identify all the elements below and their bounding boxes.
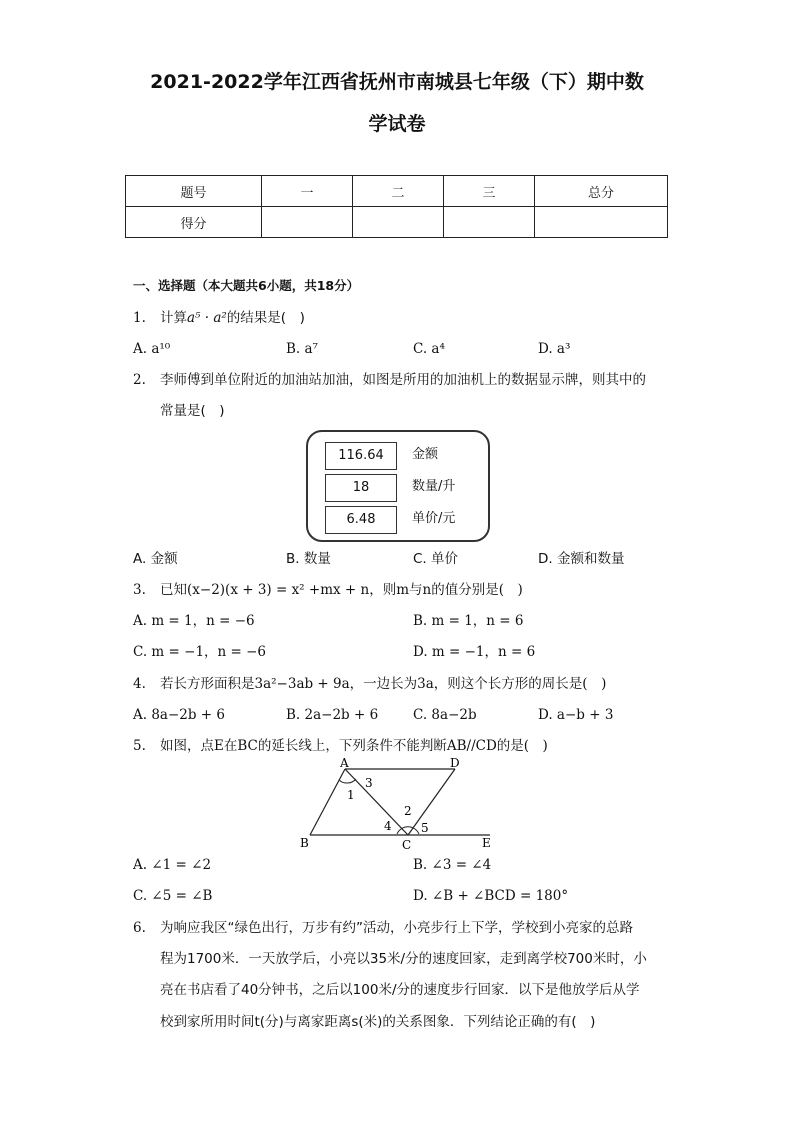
question-text: 若长方形面积是3a²−3ab + 9a，一边长为3a，则这个长方形的周长是( ) [160, 676, 607, 692]
question-text: 李师傅到单位附近的加油站加油，如图是所用的加油机上的数据显示牌，则其中的 [160, 372, 646, 388]
math-expression: a⁵ · a² [187, 310, 227, 326]
option-a: A. 8a−2b + 6 [133, 707, 225, 723]
score-table [125, 175, 668, 238]
option-c: C. a⁴ [413, 341, 445, 357]
question-number: 2. [133, 372, 146, 388]
point-e-label: E [482, 836, 491, 850]
angle-4-label: 4 [384, 819, 392, 833]
score-row-label: 得分 [126, 207, 262, 238]
fuel-pump-display [306, 430, 490, 542]
quantity-label: 数量/升 [412, 479, 456, 494]
option-a: A. ∠1 = ∠2 [133, 857, 212, 873]
option-a: A. a¹⁰ [133, 341, 171, 357]
question-number: 6. [133, 920, 146, 936]
amount-label: 金额 [412, 447, 439, 462]
score-header-cell: 题号 [126, 176, 262, 207]
score-header-cell: 三 [444, 176, 535, 207]
option-b: B. ∠3 = ∠4 [413, 857, 492, 873]
option-a: A. m = 1，n = −6 [133, 613, 255, 629]
parallelogram-figure [290, 755, 510, 853]
option-b: B. 数量 [286, 551, 331, 567]
segment-ab [310, 769, 345, 835]
quantity-value: 18 [325, 474, 397, 502]
question-number: 3. [133, 582, 146, 598]
unit-price-label: 单价/元 [412, 511, 456, 526]
question-text: 校到家所用时间t(分)与离家距离s(米)的关系图象．下列结论正确的有( ) [160, 1014, 596, 1030]
score-header-cell: 二 [353, 176, 444, 207]
score-header-cell: 一 [262, 176, 353, 207]
point-b-label: B [300, 836, 309, 850]
question-text [160, 308, 305, 328]
section-heading: 一、选择题（本大题共6小题，共18分） [133, 278, 360, 293]
segment-dc [408, 769, 455, 835]
page-title: 2021-2022学年江西省抚州市南城县七年级（下）期中数 [150, 71, 644, 93]
question-number: 5. [133, 738, 146, 754]
question-text: 亮在书店看了40分钟书，之后以100米/分的速度步行回家．以下是他放学后从学 [160, 982, 640, 998]
question-text: 已知(x−2)(x + 3) = x² +mx + n，则m与n的值分别是( ) [160, 582, 523, 598]
score-table-row [126, 207, 668, 238]
angle-arc-c [397, 827, 419, 834]
option-b: B. 2a−2b + 6 [286, 707, 379, 723]
angle-5-label: 5 [421, 821, 429, 835]
option-c: C. 单价 [413, 551, 459, 567]
question-text: 为响应我区“绿色出行，万步有约”活动，小亮步行上下学，学校到小亮家的总路 [160, 920, 633, 936]
question-text: 程为1700米．一天放学后，小亮以35米/分的速度回家，走到离学校700米时，小 [160, 951, 647, 967]
option-c: C. ∠5 = ∠B [133, 888, 213, 904]
angle-1-label: 1 [347, 788, 355, 802]
point-c-label: C [402, 838, 412, 852]
angle-3-label: 3 [365, 776, 373, 790]
question-text: 常量是( ) [160, 403, 225, 419]
question-number: 1. [133, 310, 146, 326]
angle-2-label: 2 [404, 804, 412, 818]
option-c: C. 8a−2b [413, 707, 477, 723]
angle-arc-a [339, 779, 356, 783]
question-text-post: 的结果是( ) [226, 310, 305, 326]
point-a-label: A [340, 756, 349, 770]
option-d: D. a−b + 3 [538, 707, 614, 723]
option-a: A. 金额 [133, 551, 178, 567]
score-table-header-row [126, 176, 668, 207]
amount-value: 116.64 [325, 442, 397, 470]
option-c: C. m = −1，n = −6 [133, 644, 267, 660]
score-cell [262, 207, 353, 238]
segment-ac [345, 769, 408, 835]
option-d: D. a³ [538, 341, 571, 357]
score-cell [353, 207, 444, 238]
point-d-label: D [450, 756, 460, 770]
question-text: 如图，点E在BC的延长线上，下列条件不能判断AB//CD的是( ) [160, 738, 548, 754]
option-d: D. m = −1，n = 6 [413, 644, 536, 660]
option-d: D. ∠B + ∠BCD = 180° [413, 888, 569, 904]
unit-price-value: 6.48 [325, 506, 397, 534]
page-title-continued: 学试卷 [368, 113, 426, 135]
score-cell [444, 207, 535, 238]
option-b: B. m = 1，n = 6 [413, 613, 524, 629]
question-number: 4. [133, 676, 146, 692]
option-d: D. 金额和数量 [538, 551, 625, 567]
option-b: B. a⁷ [286, 341, 318, 357]
question-text-pre: 计算 [160, 310, 187, 326]
score-cell [535, 207, 668, 238]
score-header-cell: 总分 [535, 176, 668, 207]
